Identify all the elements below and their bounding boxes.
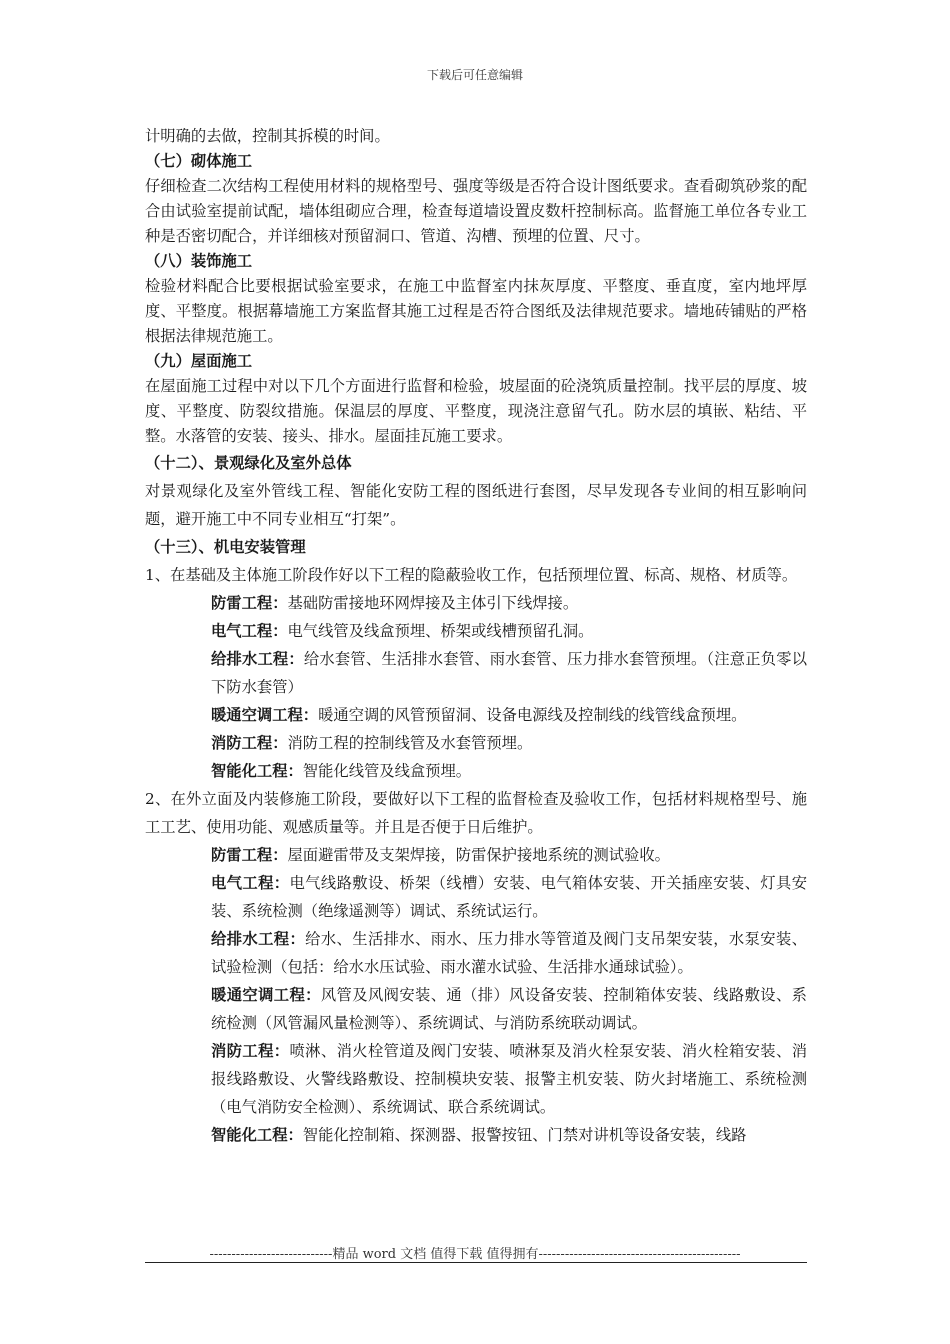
work-item-label: 暖通空调工程： bbox=[211, 986, 321, 1004]
document-body bbox=[145, 124, 807, 1149]
work-item-text: 屋面避雷带及支架焊接，防雷保护接地系统的测试验收。 bbox=[287, 846, 670, 864]
work-item-text: 基础防雷接地环网焊接及主体引下线焊接。 bbox=[287, 594, 579, 612]
page-header: 下载后可任意编辑 bbox=[426, 68, 523, 82]
work-item bbox=[145, 729, 807, 757]
section-landscape-mep bbox=[145, 449, 807, 1149]
footer-divider bbox=[145, 1262, 807, 1263]
work-item-text: 风管及风阀安装、通（排）风设备安装、控制箱体安装、线路敷设、系统检测（风管漏风量检测等）、系统调试、与消防系统联动调试。 bbox=[211, 986, 807, 1032]
section-heading: （八）装饰施工 bbox=[145, 252, 253, 270]
paragraph: 对景观绿化及室外管线工程、智能化安防工程的图纸进行套图，尽早发现各专业间的相互影响问题，避开施工中不同专业相互“打架”。 bbox=[145, 482, 807, 528]
work-item bbox=[145, 981, 807, 1037]
work-item bbox=[145, 1037, 807, 1121]
work-item-label: 消防工程： bbox=[211, 734, 288, 752]
work-item-label: 给排水工程： bbox=[211, 650, 304, 668]
paragraph: 计明确的去做，控制其拆模的时间。 bbox=[145, 127, 390, 145]
paragraph: 检验材料配合比要根据试验室要求，在施工中监督室内抹灰厚度、平整度、垂直度，室内地坪厚度、平整度。根据幕墙施工方案监督其施工过程是否符合图纸及法律规范要求。墙地砖铺贴的严格根据法律规范施工。 bbox=[145, 277, 807, 345]
work-item-label: 防雷工程： bbox=[211, 594, 288, 612]
work-item-text: 智能化线管及线盒预埋。 bbox=[302, 762, 472, 780]
work-item bbox=[145, 869, 807, 925]
paragraph: 2、在外立面及内装修施工阶段，要做好以下工程的监督检查及验收工作，包括材料规格型号、施工工艺、使用功能、观感质量等。并且是否便于日后维护。 bbox=[145, 790, 807, 836]
section-construction bbox=[145, 124, 807, 449]
paragraph: 1、在基础及主体施工阶段作好以下工程的隐蔽验收工作，包括预埋位置、标高、规格、材质等。 bbox=[145, 566, 798, 584]
section-heading: （七）砌体施工 bbox=[145, 152, 253, 170]
work-item bbox=[145, 841, 807, 869]
work-item-text: 电气线路敷设、桥架（线槽）安装、电气箱体安装、开关插座安装、灯具安装、系统检测（绝缘遥测等）调试、系统试运行。 bbox=[211, 874, 807, 920]
work-item-label: 电气工程： bbox=[211, 874, 290, 892]
work-item-label: 电气工程： bbox=[211, 622, 288, 640]
work-item bbox=[145, 1121, 807, 1149]
work-item bbox=[145, 925, 807, 981]
work-item-text: 电气线管及线盒预埋、桥架或线槽预留孔洞。 bbox=[287, 622, 594, 640]
work-item-text: 给水、生活排水、雨水、压力排水等管道及阀门支吊架安装，水泵安装、试验检测（包括：给水水压试验、雨水灌水试验、生活排水通球试验）。 bbox=[211, 930, 807, 976]
work-item bbox=[145, 757, 807, 785]
work-item bbox=[145, 589, 807, 617]
work-item-label: 智能化工程： bbox=[211, 1126, 303, 1144]
work-item-text: 智能化控制箱、探测器、报警按钮、门禁对讲机等设备安装，线路 bbox=[302, 1126, 747, 1144]
work-item-label: 暖通空调工程： bbox=[211, 706, 319, 724]
section-heading: （九）屋面施工 bbox=[145, 352, 253, 370]
work-item-label: 防雷工程： bbox=[211, 846, 288, 864]
work-item-text: 喷淋、消火栓管道及阀门安装、喷淋泵及消火栓泵安装、消火栓箱安装、消报线路敷设、火警线路敷设、控制模块安装、报警主机安装、防火封堵施工、系统检测（电气消防安全检测）、系统调试、联合系统调试。 bbox=[211, 1042, 807, 1116]
section-heading: （十三）、机电安装管理 bbox=[145, 538, 306, 556]
work-item-text: 暖通空调的风管预留洞、设备电源线及控制线的线管线盒预埋。 bbox=[318, 706, 747, 724]
work-item bbox=[145, 617, 807, 645]
paragraph: 在屋面施工过程中对以下几个方面进行监督和检验，坡屋面的砼浇筑质量控制。找平层的厚度、坡度、平整度、防裂纹措施。保温层的厚度、平整度，现浇注意留气孔。防水层的填嵌、粘结、平整。水落管的安装、接头、排水。屋面挂瓦施工要求。 bbox=[145, 377, 807, 445]
work-item-label: 给排水工程： bbox=[211, 930, 306, 948]
work-item-label: 消防工程： bbox=[211, 1042, 290, 1060]
section-heading: （十二）、景观绿化及室外总体 bbox=[145, 454, 352, 472]
work-item-text: 给水套管、生活排水套管、雨水套管、压力排水套管预埋。（注意正负零以下防水套管） bbox=[211, 650, 807, 696]
paragraph: 仔细检查二次结构工程使用材料的规格型号、强度等级是否符合设计图纸要求。查看砌筑砂浆的配合由试验室提前试配，墙体组砌应合理，检查每道墙设置皮数杆控制标高。监督施工单位各专业工种是否密切配合，并详细核对预留洞口、管道、沟槽、预埋的位置、尺寸。 bbox=[145, 177, 807, 245]
work-item bbox=[145, 645, 807, 701]
work-item-text: 消防工程的控制线管及水套管预埋。 bbox=[287, 734, 533, 752]
work-item bbox=[145, 701, 807, 729]
page-footer: ----------------------------精品 word 文档 值得下载 值得拥有---------------------------------------------- bbox=[209, 1247, 741, 1262]
work-item-label: 智能化工程： bbox=[211, 762, 303, 780]
